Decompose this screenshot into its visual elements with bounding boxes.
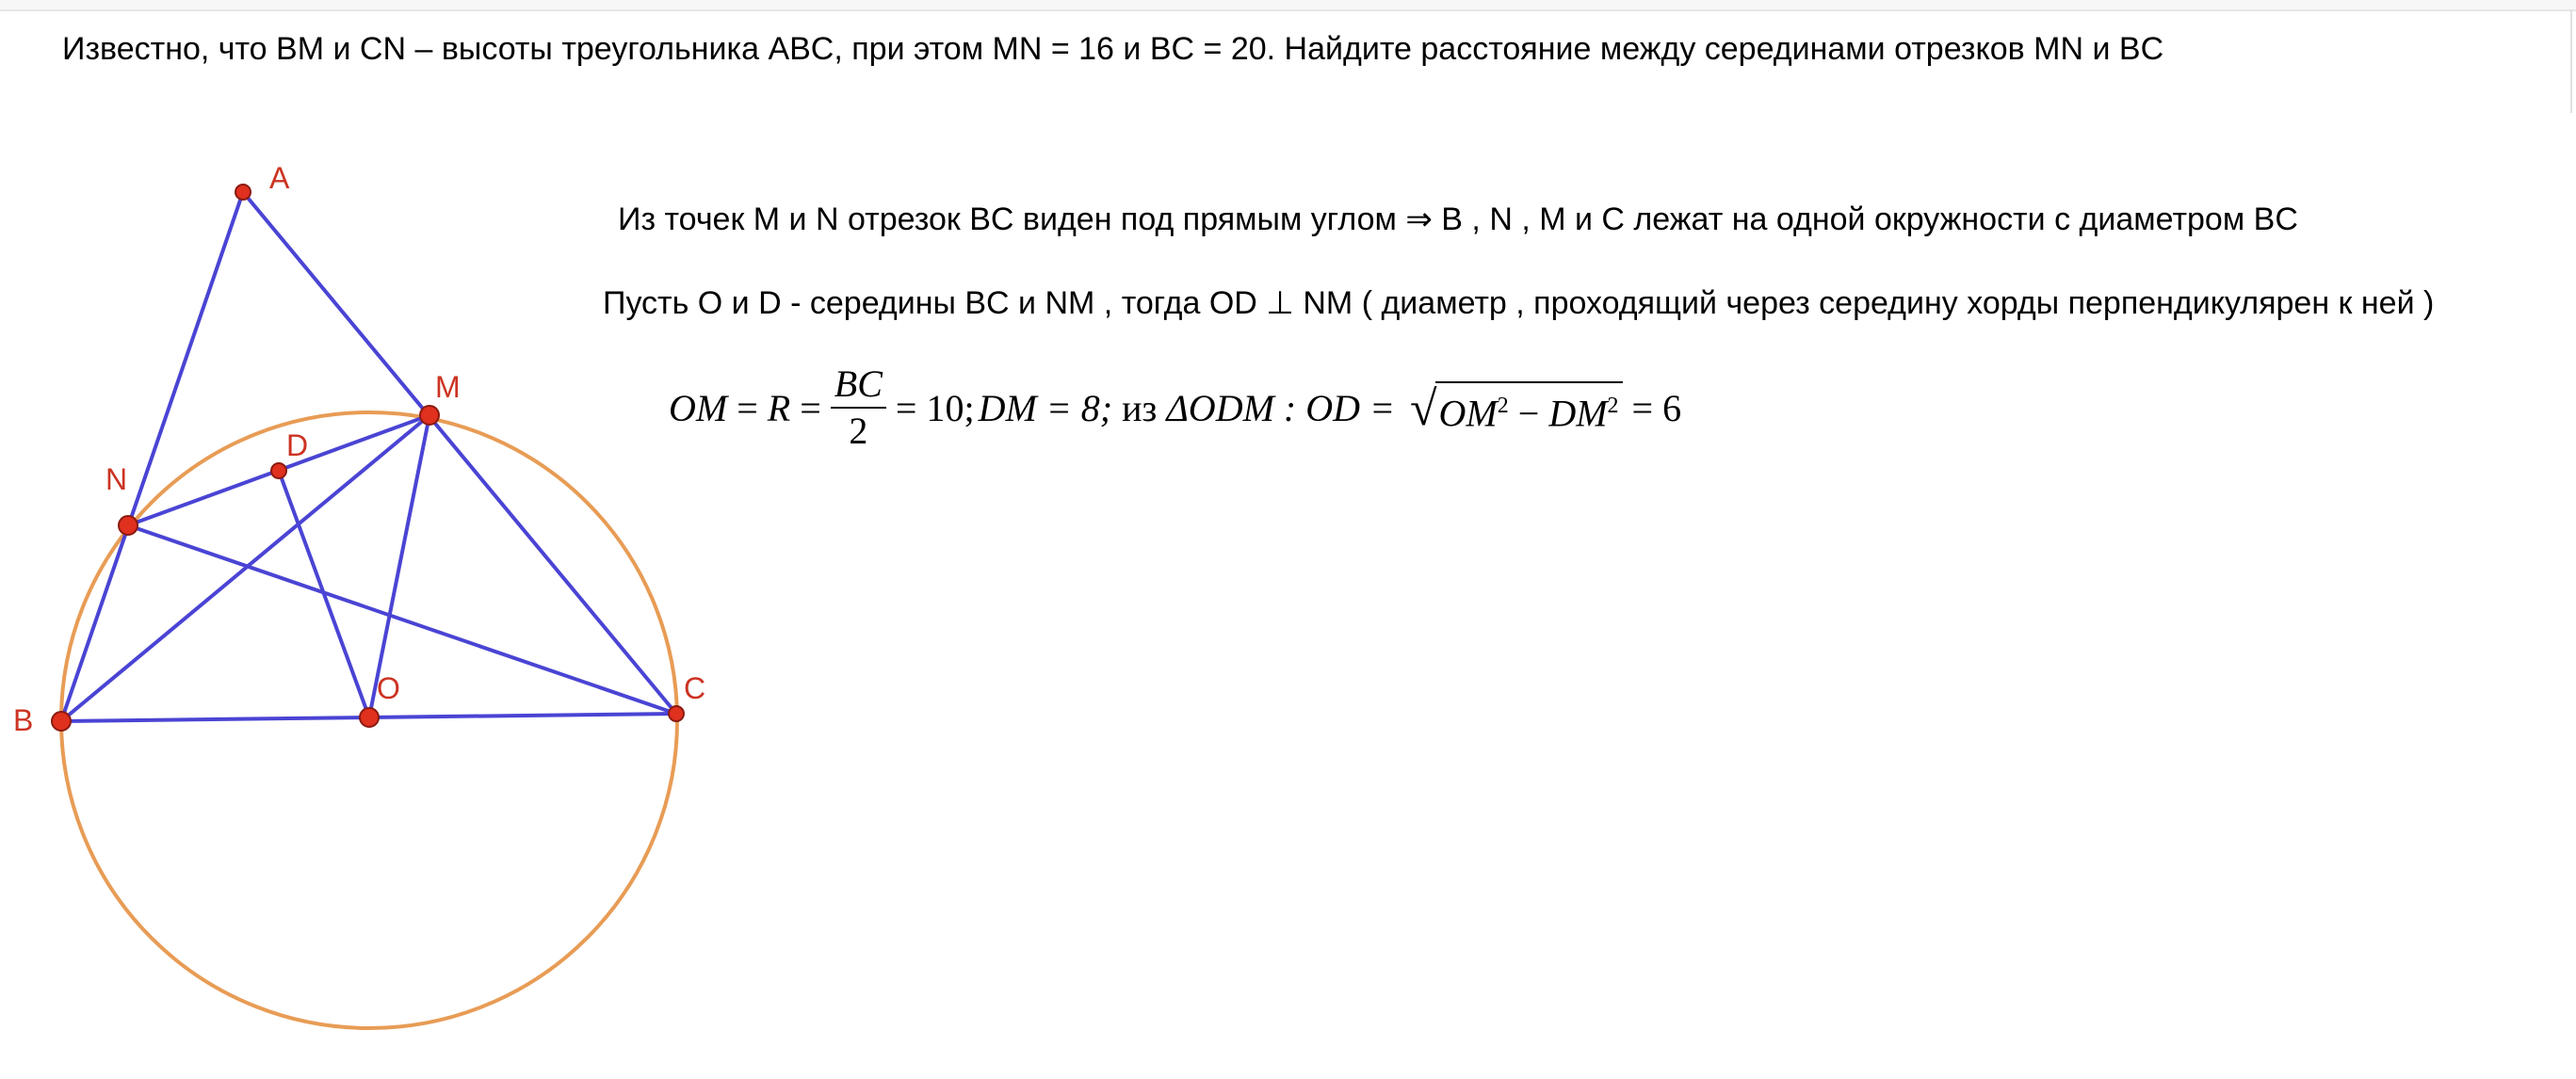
label-o: O (377, 671, 400, 705)
formula-eq-2: = (800, 386, 821, 429)
label-m: M (435, 370, 461, 404)
solution-line-2: Пусть O и D - середины BC и NM , тогда OD ⊥ NM ( диаметр , проходящий через середину хорды перпендикулярен к ней ) (603, 285, 2435, 321)
formula-eq-1: = (737, 386, 758, 429)
segment-ab (61, 192, 243, 721)
fraction-denominator: 2 (849, 410, 868, 452)
point-a (235, 185, 251, 200)
point-n (119, 516, 138, 535)
formula-dm: DM = 8; (978, 386, 1113, 429)
point-d (271, 463, 286, 478)
geometry-diagram (0, 0, 735, 1079)
point-m (420, 406, 439, 425)
right-edge (2570, 9, 2576, 113)
label-a: A (269, 161, 290, 195)
problem-statement: Известно, что BM и CN – высоты треугольника ABC, при этом MN = 16 и BC = 20. Найдите расстояние между серединами отрезков MN и BC (62, 31, 2164, 67)
formula-sqrt (1409, 381, 1623, 437)
label-b: B (13, 703, 34, 737)
formula-word-iz: из (1122, 386, 1158, 429)
point-b (52, 712, 71, 731)
solution-formula (669, 356, 1681, 459)
formula-triangle-odm: ΔODM : OD = (1166, 386, 1395, 429)
formula-om: OM (669, 386, 728, 429)
label-d: D (286, 428, 309, 462)
solution-line-1: Из точек M и N отрезок BC виден под прямым углом ⇒ B , N , M и C лежат на одной окружности с диаметром BC (618, 201, 2298, 237)
fraction-numerator: BC (831, 362, 886, 409)
formula-value-10: = 10; (895, 386, 975, 429)
sqrt-icon: √ (1409, 382, 1437, 437)
label-n: N (105, 462, 128, 496)
point-c (669, 706, 684, 721)
point-o (360, 708, 379, 727)
sqrt-radicand: $OM^2 - DM^2$ (1435, 381, 1623, 434)
label-c: C (684, 671, 706, 705)
formula-fraction (831, 362, 886, 454)
segment-od (279, 471, 369, 717)
segment-bm (61, 415, 429, 721)
formula-r: R (767, 386, 791, 429)
formula-result: = 6 (1631, 386, 1682, 429)
